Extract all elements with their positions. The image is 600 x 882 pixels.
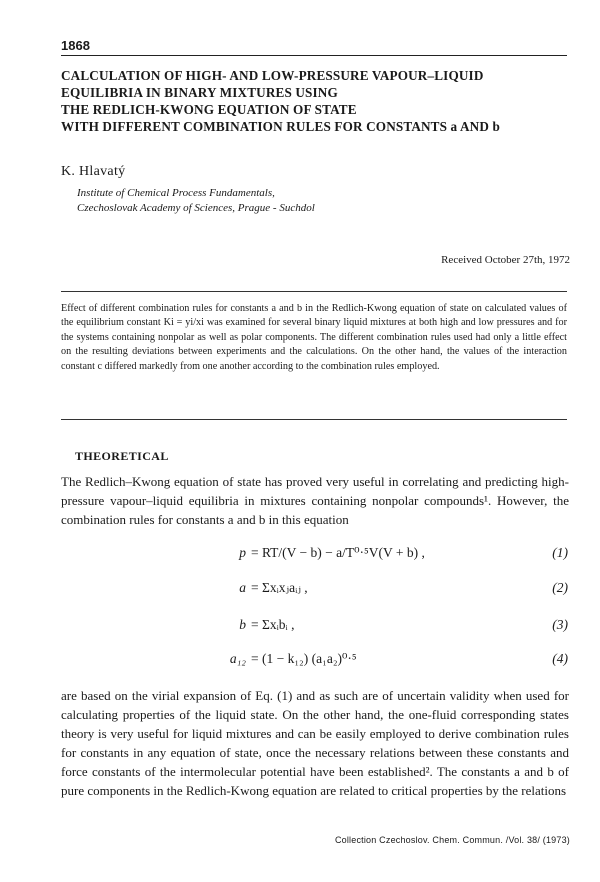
section-heading: THEORETICAL [75,449,169,463]
equation-4 [0,651,600,673]
author-affiliation [77,186,315,216]
equation-number: (4) [552,651,568,666]
equation-lhs: a₁₂ [229,651,246,666]
equation-number: (2) [552,580,568,595]
affiliation-line-2: Czechoslovak Academy of Sciences, Prague - Suchdol [77,202,315,214]
affiliation-line-1: Institute of Chemical Process Fundamentals, [77,187,275,199]
equation-rhs: = Σxᵢbᵢ , [251,617,295,632]
equation-3 [0,617,600,639]
title-line-2: EQUILIBRIA IN BINARY MIXTURES USING [61,85,338,100]
equation-lhs: a [239,580,246,595]
page-number: 1868 [61,38,90,53]
received-date: Received October 27th, 1972 [441,254,570,266]
equation-rhs: = RT/(V − b) − a/T⁰·⁵V(V + b) , [251,545,425,560]
journal-footer: Collection Czechoslov. Chem. Commun. /Vol. 38/ (1973) [334,835,570,845]
equation-number: (3) [552,617,568,632]
equation-2 [0,580,600,602]
paragraph-main: are based on the virial expansion of Eq. (1) and as such are of uncertain validity when used for calculating properties of the liquid state. On the other hand, the one-fluid corresponding states theory is very useful for liquid mixtures and can be easily employed to derive combination rules for constants in any equation of state, once the necessary relations between these constants and force constants of the intermolecular potential have been established². The constants a and b of pure components in the Redlich-Kwong equation are related to critical properties by the relations [61,688,569,798]
abstract: Effect of different combination rules for constants a and b in the Redlich-Kwong equation of state on calculated values of the equilibrium constant Ki = yi/xi was examined for several binary liquid mixtures at both high and low pressures and for the systems containing nonpolar as well as polar components. The different combination rules used had only a little effect on the resulting deviations between experiments and the calculations. On the other hand, the values of the interaction constant c differed markedly from one another according to the combination rules employed. [61,303,567,372]
abstract-bottom-rule [61,419,567,420]
equation-rhs: = (1 − k₁₂) (a₁a₂)⁰·⁵ [251,651,357,666]
title-line-4: WITH DIFFERENT COMBINATION RULES FOR CONSTANTS a AND b [61,119,500,134]
abstract-top-rule [61,291,567,292]
equation-number: (1) [552,545,568,560]
title-line-3: THE REDLICH-KWONG EQUATION OF STATE [61,102,357,117]
equation-rhs: = Σxᵢxⱼaᵢⱼ , [251,580,308,595]
title-line-1: CALCULATION OF HIGH- AND LOW-PRESSURE VAPOUR–LIQUID [61,68,484,83]
author-name: K. Hlavatý [61,164,126,179]
paragraph-intro: The Redlich–Kwong equation of state has proved very useful in correlating and predicting high-pressure vapour–liquid equilibria in mixtures containing nonpolar compounds¹. However, the combination rules for constants a and b in this equation [61,474,569,527]
equation-lhs: p [239,545,246,560]
article-title [61,67,571,135]
equation-lhs: b [239,617,246,632]
header-rule [61,55,567,56]
equation-1 [0,545,600,567]
